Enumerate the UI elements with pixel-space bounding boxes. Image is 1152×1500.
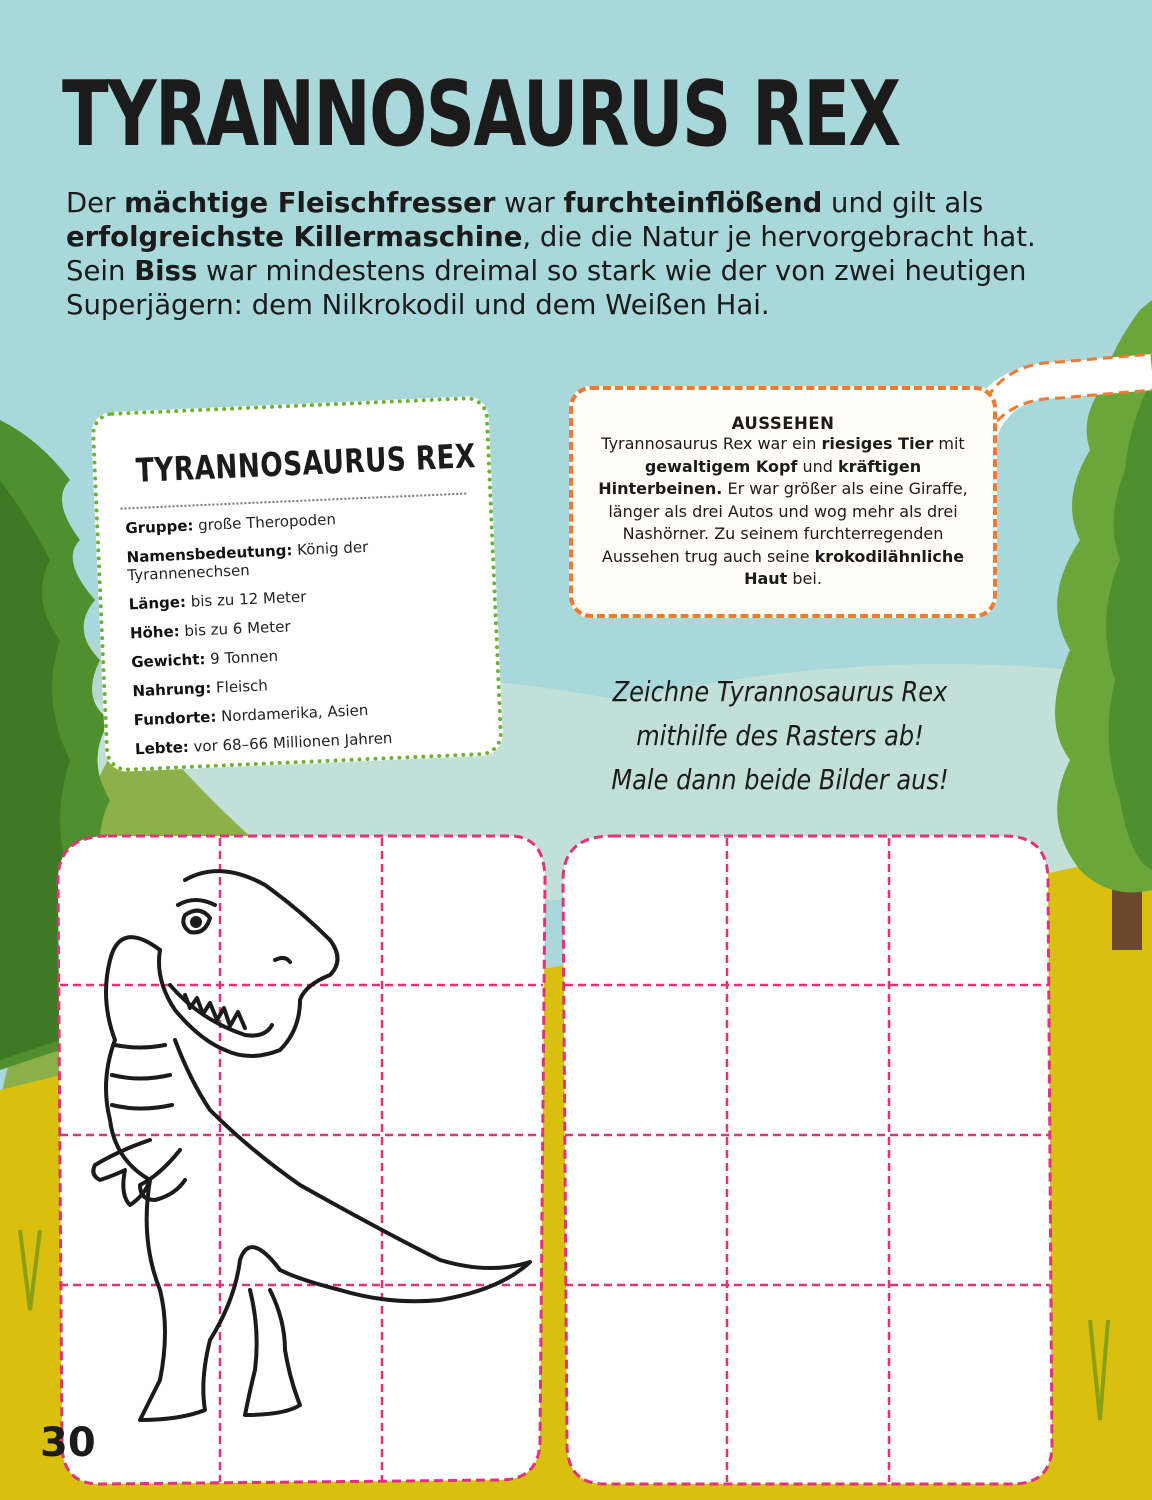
fact-row-lebte: Lebte: vor 68–66 Millionen Jahren: [134, 728, 393, 759]
intro-segment: war: [495, 187, 564, 219]
info-box-segment: bei.: [787, 569, 822, 588]
fact-label: Gewicht: [130, 650, 200, 672]
info-box-segment: kräftigen Hinterbeinen.: [598, 456, 922, 498]
intro-segment: erfolgreichste Killermaschine: [66, 221, 523, 253]
info-box-segment: Er war größer als eine Giraffe, länger als drei Autos und wog mehr als drei Nashörner. Zu seinem furchterregenden Aussehen trug auch seine: [601, 479, 968, 566]
page-number: 30: [40, 1420, 96, 1466]
intro-segment: furchteinflößend: [563, 187, 823, 219]
intro-segment: mächtige Fleischfresser: [124, 187, 496, 219]
intro-segment: und gilt als: [822, 187, 984, 219]
info-box-segment: Tyrannosaurus Rex war ein: [601, 434, 822, 453]
fact-label: Länge: [128, 593, 181, 614]
info-box-heading: AUSSEHEN: [731, 414, 835, 433]
info-box-segment: krokodilähnliche Haut: [744, 546, 965, 588]
fact-row-gruppe: Gruppe: große Theropoden: [125, 510, 337, 538]
fact-value: vor 68–66 Millionen Jahren: [193, 728, 393, 756]
intro-segment: Der: [66, 187, 125, 219]
fact-row-hoehe: Höhe: bis zu 6 Meter: [129, 617, 291, 643]
fact-value: Fleisch: [215, 676, 269, 697]
fact-value: 9 Tonnen: [209, 646, 279, 668]
fact-card: [90, 395, 503, 772]
intro-segment: Biss: [134, 255, 198, 287]
left-grid-panel: [58, 836, 545, 1484]
fact-value: große Theropoden: [197, 510, 337, 535]
fact-label: Gruppe: [125, 516, 188, 538]
fact-value: bis zu 6 Meter: [184, 617, 291, 640]
fact-value: bis zu 12 Meter: [190, 587, 307, 611]
fact-label: Fundorte: [133, 707, 211, 730]
fact-card-title: TYRANNOSAURUS REX: [135, 436, 477, 490]
fact-label: Höhe: [129, 622, 175, 643]
fact-value: Nordamerika, Asien: [220, 701, 369, 726]
info-box-text: [587, 433, 979, 591]
fact-row-laenge: Länge: bis zu 12 Meter: [128, 587, 307, 614]
info-box-segment: gewaltigem Kopf: [644, 456, 798, 476]
instruction-line-3: Male dann beide Bilder aus!: [611, 763, 949, 796]
intro-segment: , die die Natur je hervorgebracht hat. Sein: [66, 221, 1036, 287]
drawing-instructions: [591, 670, 969, 802]
instruction-line-2: mithilfe des Rasters ab!: [636, 719, 924, 752]
info-box-segment: mit: [933, 434, 965, 453]
fact-row-fundorte: Fundorte: Nordamerika, Asien: [133, 701, 369, 730]
appearance-info-box: [569, 386, 997, 618]
fact-list: [125, 504, 486, 769]
info-box-segment: riesiges Tier: [821, 434, 934, 453]
info-box-segment: und: [797, 456, 839, 476]
intro-paragraph: [66, 186, 1086, 322]
fact-row-gewicht: Gewicht: 9 Tonnen: [130, 646, 279, 672]
fact-value: König der Tyrannenechsen: [127, 537, 369, 585]
page-title: TYRANNOSAURUS REX: [62, 62, 900, 167]
intro-segment: war mindestens dreimal so stark wie der von zwei heutigen Superjägern: dem Nilkrokodil und dem Weißen Hai.: [66, 255, 1027, 321]
fact-label: Lebte: [134, 738, 184, 759]
right-grid-panel: [563, 836, 1052, 1484]
fact-label: Nahrung: [132, 679, 206, 701]
instruction-line-1: Zeichne Tyrannosaurus Rex: [612, 675, 948, 708]
fact-label: Namensbedeutung: [126, 541, 287, 567]
fact-row-nahrung: Nahrung: Fleisch: [132, 676, 269, 701]
fact-row-namensbedeutung: Namensbedeutung: König der Tyrannenechsen: [126, 537, 369, 585]
